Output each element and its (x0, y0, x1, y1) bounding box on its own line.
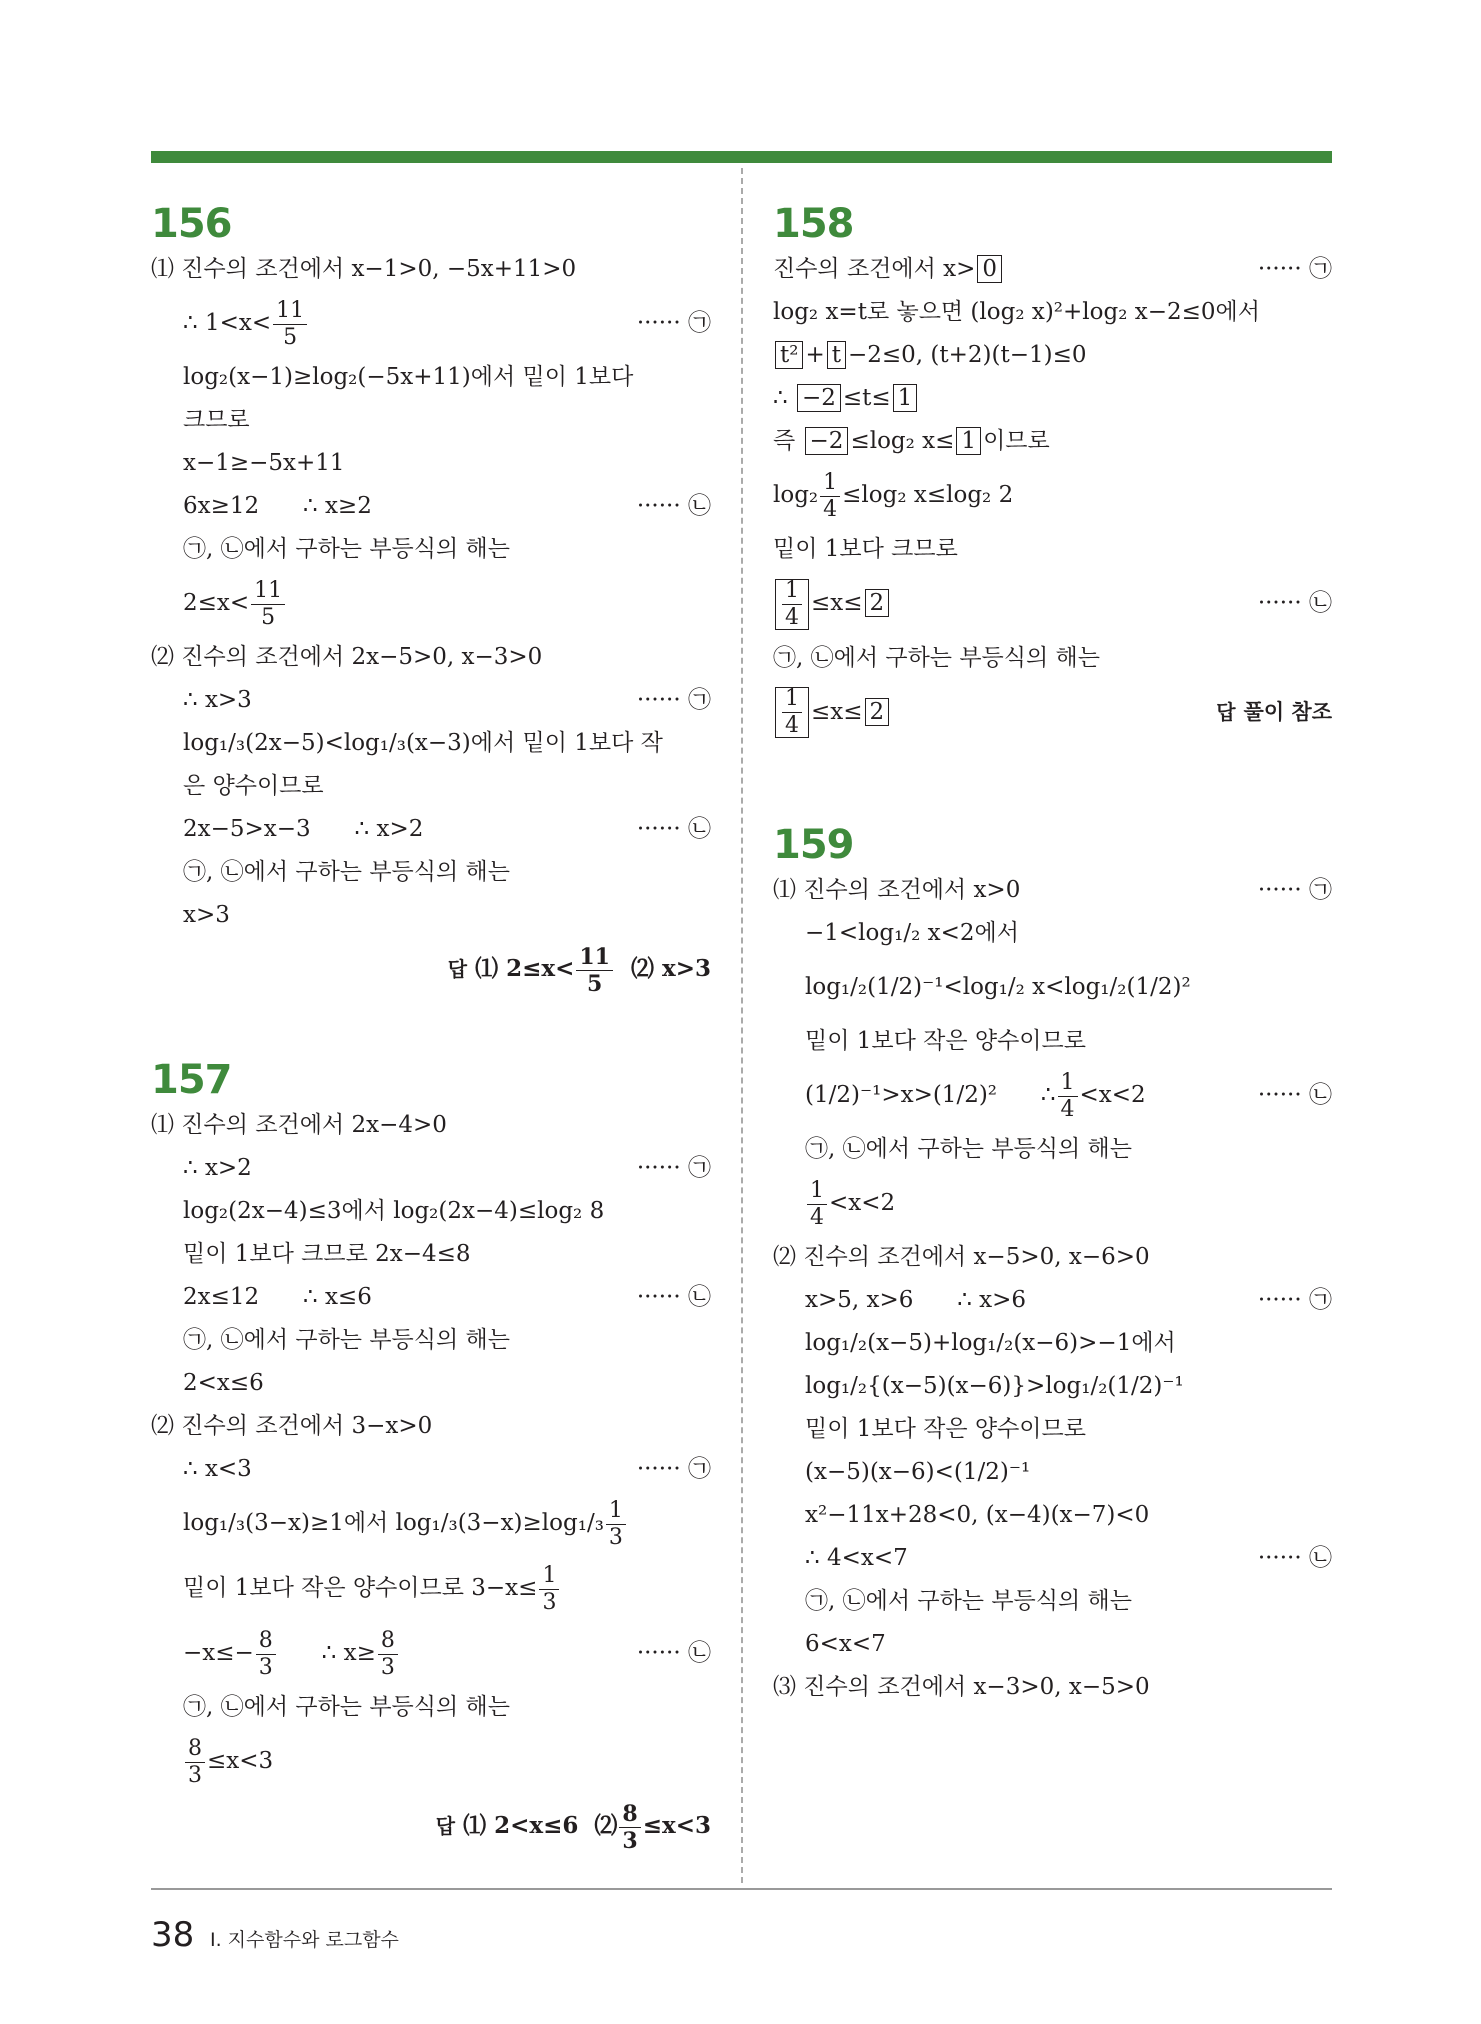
marker: ······ ㉡ (636, 1640, 711, 1666)
p158-line-5: 즉 −2 ≤log₂ x≤ 1 이므로 (773, 428, 1050, 454)
p158-line-3: t² + t −2≤0, (t+2)(t−1)≤0 (773, 340, 1332, 370)
p156-line-1: ⑴ 진수의 조건에서 x−1>0, −5x+11>0 (151, 256, 577, 282)
p159-line-12: 밑이 1보다 작은 양수이므로 (805, 1416, 1086, 1442)
p159-line-5: (1/2)⁻¹>x>(1/2)² ∴ $\frac{1}{4}$ <x<2 ······ ㉡ (805, 1069, 1332, 1122)
marker: ······ ㉠ (636, 310, 711, 336)
p159-line-3: log₁/₂(1/2)⁻¹<log₁/₂ x<log₁/₂(1/2)² (805, 974, 1191, 1000)
p157-line-5: 2x≤12 ∴ x≤6 ······ ㉡ (183, 1284, 711, 1310)
p157-line-7: 2<x≤6 (183, 1370, 264, 1396)
chapter-title: Ⅰ. 지수함수와 로그함수 (210, 1929, 399, 1951)
p156-line-4: 크므로 (183, 407, 250, 433)
answer-box: 0 (977, 255, 1002, 283)
p159-line-15: ∴ 4<x<7 ······ ㉡ (805, 1545, 1332, 1571)
p156-line-15: x>3 (183, 902, 230, 928)
p158-line-1: 진수의 조건에서 x> 0 ······ ㉠ (773, 256, 1332, 282)
answer-box: 1 (956, 427, 981, 455)
p156-line-8: 2≤x< $\frac{11}{5}$ (151, 577, 711, 629)
p157-line-8: ⑵ 진수의 조건에서 3−x>0 (151, 1413, 433, 1439)
p159-line-8: ⑵ 진수의 조건에서 x−5>0, x−6>0 (773, 1244, 1150, 1270)
fraction: $\frac{8}{3}$ (619, 1803, 640, 1852)
p159-line-14: x²−11x+28<0, (x−4)(x−7)<0 (805, 1502, 1150, 1528)
top-accent-bar (151, 151, 1332, 163)
fraction: $\frac{11}{5}$ (251, 580, 285, 629)
fraction: $\frac{11}{5}$ (273, 300, 307, 349)
p157-line-1: ⑴ 진수의 조건에서 2x−4>0 (151, 1112, 447, 1138)
marker: ······ ㉡ (1257, 1545, 1332, 1571)
answer-box: 2 (865, 698, 890, 726)
marker: ······ ㉠ (1257, 1287, 1332, 1313)
p159-line-11: log₁/₂{(x−5)(x−6)}>log₁/₂(1/2)⁻¹ (805, 1373, 1184, 1399)
p157-line-6: ㉠, ㉡에서 구하는 부등식의 해는 (183, 1327, 510, 1353)
p159-line-17: 6<x<7 (805, 1631, 886, 1657)
fraction: $\frac{11}{5}$ (576, 946, 613, 995)
fraction: $\frac{8}{3}$ (185, 1738, 205, 1787)
p157-line-11: 밑이 1보다 작은 양수이므로 3−x≤ $\frac{1}{3}$ (151, 1562, 711, 1614)
answer-box (775, 687, 809, 738)
p156-answer: 답 ⑴ 2≤x< $\frac{11}{5}$ ⑵ x>3 (447, 943, 711, 997)
p158-line-10: $\frac{1}{4}$ ≤x≤ 2 답 풀이 참조 (773, 686, 1332, 739)
fraction: $\frac{1}{3}$ (606, 1500, 626, 1549)
answer-box (775, 579, 809, 630)
p156-line-2: ∴ 1<x< $\frac{11}{5}$ ······ ㉠ (183, 297, 711, 350)
marker: ······ ㉠ (1257, 256, 1332, 282)
p156-line-5: x−1≥−5x+11 (183, 450, 345, 476)
fraction: $\frac{1}{4}$ (807, 1180, 827, 1229)
answer-box: 1 (893, 384, 918, 412)
column-divider (741, 168, 743, 1883)
p156-line-10: ∴ x>3 ······ ㉠ (183, 687, 711, 713)
p157-line-3: log₂(2x−4)≤3에서 log₂(2x−4)≤log₂ 8 (183, 1198, 605, 1224)
p158-line-6: log₂ $\frac{1}{4}$ ≤log₂ x≤log₂ 2 (773, 469, 1014, 522)
fraction: $\frac{1}{4}$ (782, 580, 802, 629)
p156-line-14: ㉠, ㉡에서 구하는 부등식의 해는 (183, 859, 510, 885)
p158-line-7: 밑이 1보다 크므로 (773, 536, 958, 562)
p157-line-10: log₁/₃(3−x)≥1에서 log₁/₃(3−x)≥log₁/₃ $\frac{1}{3}$ (151, 1497, 711, 1549)
problem-number-157: 157 (151, 1057, 232, 1103)
answer-box: −2 (797, 384, 841, 412)
answer-box: t² (775, 341, 803, 369)
p157-line-12: −x≤− $\frac{8}{3}$ ∴ x≥ $\frac{8}{3}$ ······ ㉡ (183, 1627, 711, 1680)
answer-box: 2 (865, 589, 890, 617)
p159-line-7: $\frac{1}{4}$ <x<2 (773, 1177, 1332, 1229)
fraction: $\frac{1}{4}$ (820, 472, 840, 521)
p156-line-12: 은 양수이므로 (183, 773, 324, 799)
marker: ······ ㉡ (636, 816, 711, 842)
marker: ······ ㉠ (1257, 877, 1332, 903)
answer-box: t (827, 341, 846, 369)
p157-line-13: ㉠, ㉡에서 구하는 부등식의 해는 (183, 1694, 510, 1720)
fraction: $\frac{1}{4}$ (782, 688, 802, 737)
p156-line-11: log₁/₃(2x−5)<log₁/₃(x−3)에서 밑이 1보다 작 (183, 730, 663, 756)
p158-line-4: ∴ −2 ≤t≤ 1 (773, 383, 1332, 413)
fraction: $\frac{1}{4}$ (1058, 1072, 1078, 1121)
p158-line-2: log₂ x=t로 놓으면 (log₂ x)²+log₂ x−2≤0에서 (773, 299, 1260, 325)
problem-number-156: 156 (151, 201, 232, 247)
problem-number-159: 159 (773, 822, 854, 868)
p159-line-18: ⑶ 진수의 조건에서 x−3>0, x−5>0 (773, 1674, 1150, 1700)
footer-rule (151, 1888, 1332, 1890)
p158-line-9: ㉠, ㉡에서 구하는 부등식의 해는 (773, 644, 1100, 671)
page-number: 38 (151, 1915, 195, 1955)
marker: ······ ㉠ (636, 1456, 711, 1482)
p158-line-8: $\frac{1}{4}$ ≤x≤ 2 ······ ㉡ (773, 577, 1332, 630)
p159-line-10: log₁/₂(x−5)+log₁/₂(x−6)>−1에서 (805, 1330, 1176, 1356)
p157-answer: 답 ⑴ 2<x≤6 ⑵ $\frac{8}{3}$ ≤x<3 (435, 1800, 711, 1854)
marker: ······ ㉡ (636, 493, 711, 519)
fraction: $\frac{8}{3}$ (256, 1630, 276, 1679)
p158-answer: 답 풀이 참조 (1216, 699, 1332, 724)
marker: ······ ㉡ (1257, 1082, 1332, 1108)
p156-line-3: log₂(x−1)≥log₂(−5x+11)에서 밑이 1보다 (183, 364, 634, 390)
p159-line-2: −1<log₁/₂ x<2에서 (805, 920, 1019, 946)
answer-box: −2 (805, 427, 849, 455)
p156-line-7: ㉠, ㉡에서 구하는 부등식의 해는 (183, 536, 510, 562)
p159-line-1: ⑴ 진수의 조건에서 x>0 ······ ㉠ (773, 877, 1332, 903)
p159-line-9: x>5, x>6 ∴ x>6 ······ ㉠ (805, 1287, 1332, 1313)
marker: ······ ㉠ (636, 1155, 711, 1181)
p157-line-14: $\frac{8}{3}$ ≤x<3 (151, 1735, 711, 1787)
fraction: $\frac{8}{3}$ (378, 1630, 398, 1679)
p159-line-13: (x−5)(x−6)<(1/2)⁻¹ (805, 1459, 1031, 1485)
marker: ······ ㉡ (636, 1284, 711, 1310)
marker: ······ ㉡ (1257, 590, 1332, 616)
p159-line-16: ㉠, ㉡에서 구하는 부등식의 해는 (805, 1588, 1132, 1614)
p156-line-9: ⑵ 진수의 조건에서 2x−5>0, x−3>0 (151, 644, 543, 670)
p157-line-4: 밑이 1보다 크므로 2x−4≤8 (183, 1241, 471, 1267)
fraction: $\frac{1}{3}$ (539, 1565, 559, 1614)
p159-line-4: 밑이 1보다 작은 양수이므로 (805, 1028, 1086, 1054)
p159-line-6: ㉠, ㉡에서 구하는 부등식의 해는 (805, 1136, 1132, 1162)
p156-line-6: 6x≥12 ∴ x≥2 ······ ㉡ (183, 493, 711, 519)
p156-line-13: 2x−5>x−3 ∴ x>2 ······ ㉡ (183, 816, 711, 842)
marker: ······ ㉠ (636, 687, 711, 713)
right-column (773, 200, 1332, 1715)
left-column (151, 200, 711, 1865)
p157-line-9: ∴ x<3 ······ ㉠ (183, 1456, 711, 1482)
problem-number-158: 158 (773, 201, 854, 247)
p157-line-2: ∴ x>2 ······ ㉠ (183, 1155, 711, 1181)
